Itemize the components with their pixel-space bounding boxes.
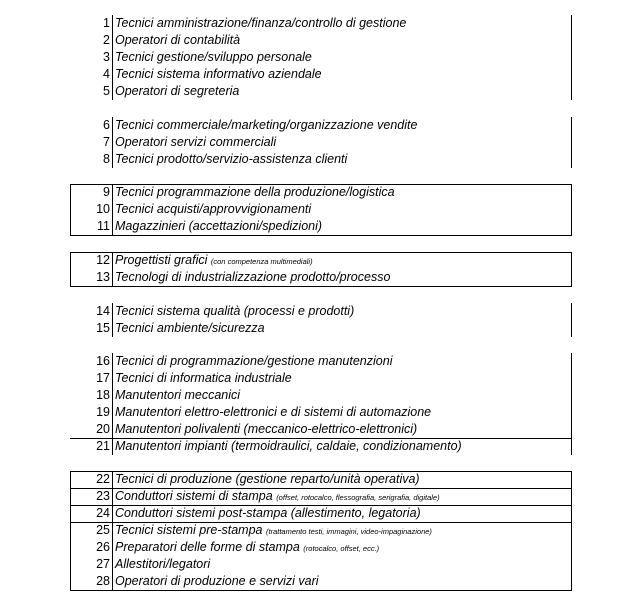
item-label-wrap bbox=[115, 471, 420, 488]
item-label-wrap bbox=[115, 15, 406, 32]
item-number: 28 bbox=[96, 574, 110, 588]
item-label: Tecnici di produzione (gestione reparto/unità operativa) bbox=[115, 472, 420, 486]
item-note: (trattamento testi, immagini, video-impaginazione) bbox=[266, 527, 432, 536]
item-number: 23 bbox=[96, 489, 110, 503]
list-item bbox=[70, 269, 572, 286]
item-label: Manutentori meccanici bbox=[115, 388, 241, 402]
item-label-wrap bbox=[115, 151, 347, 168]
item-label: Manutentori impianti (termoidraulici, caldaie, condizionamento) bbox=[115, 439, 462, 453]
item-label: Tecnici ambiente/sicurezza bbox=[115, 321, 265, 335]
list-item bbox=[70, 438, 572, 455]
list-item bbox=[70, 218, 572, 235]
item-label-wrap bbox=[115, 522, 432, 539]
item-label: Magazzinieri (accettazioni/spedizioni) bbox=[115, 219, 323, 233]
item-number: 16 bbox=[96, 354, 110, 368]
list-item bbox=[70, 370, 572, 387]
item-number: 27 bbox=[96, 557, 110, 571]
list-item bbox=[70, 539, 572, 556]
list-item bbox=[70, 471, 572, 488]
list-item bbox=[70, 488, 572, 505]
list-item bbox=[70, 303, 572, 320]
item-note: (rotocalco, offset, ecc.) bbox=[303, 544, 380, 553]
item-label: Tecnici sistema qualità (processi e prodotti) bbox=[115, 304, 355, 318]
item-label: Tecnologi di industrializzazione prodotto/processo bbox=[115, 270, 391, 284]
item-label: Allestitori/legatori bbox=[115, 557, 211, 571]
item-label-wrap bbox=[115, 573, 319, 590]
item-label: Tecnici acquisti/approvvigionamenti bbox=[115, 202, 312, 216]
item-number: 1 bbox=[103, 16, 110, 30]
list-item bbox=[70, 66, 572, 83]
item-label-wrap bbox=[115, 505, 421, 522]
list-item bbox=[70, 49, 572, 66]
list-item bbox=[70, 353, 572, 370]
item-label-wrap bbox=[115, 134, 276, 151]
item-label-wrap bbox=[115, 421, 417, 438]
list-item bbox=[70, 320, 572, 337]
item-label: Progettisti grafici bbox=[115, 253, 208, 267]
item-label: Tecnici prodotto/servizio-assistenza clienti bbox=[115, 152, 348, 166]
item-label-wrap bbox=[115, 66, 322, 83]
item-label-wrap bbox=[115, 353, 392, 370]
item-label-wrap bbox=[115, 49, 312, 66]
item-label: Tecnici programmazione della produzione/logistica bbox=[115, 185, 395, 199]
item-number: 8 bbox=[103, 152, 110, 166]
item-number: 25 bbox=[96, 523, 110, 537]
item-label: Operatori di produzione e servizi vari bbox=[115, 574, 319, 588]
item-label: Manutentori elettro-elettronici e di sistemi di automazione bbox=[115, 405, 432, 419]
item-number: 15 bbox=[96, 321, 110, 335]
list-item bbox=[70, 404, 572, 421]
item-label: Tecnici commerciale/marketing/organizzazione vendite bbox=[115, 118, 418, 132]
item-number: 9 bbox=[103, 185, 110, 199]
list-item bbox=[70, 15, 572, 32]
list-item bbox=[70, 421, 572, 438]
item-number: 10 bbox=[96, 202, 110, 216]
list-item bbox=[70, 505, 572, 522]
item-label-wrap bbox=[115, 370, 292, 387]
item-number: 3 bbox=[103, 50, 110, 64]
list-item bbox=[70, 83, 572, 100]
item-number: 12 bbox=[96, 253, 110, 267]
item-label-wrap bbox=[115, 387, 240, 404]
list-item bbox=[70, 32, 572, 49]
item-number: 7 bbox=[103, 135, 110, 149]
item-number: 13 bbox=[96, 270, 110, 284]
item-label-wrap bbox=[115, 269, 390, 286]
item-number: 22 bbox=[96, 472, 110, 486]
item-label: Preparatori delle forme di stampa bbox=[115, 540, 300, 554]
list-item bbox=[70, 522, 572, 539]
item-note: (con competenza multimediali) bbox=[210, 257, 313, 266]
item-number: 24 bbox=[96, 506, 110, 520]
item-label-wrap bbox=[115, 404, 431, 421]
box-border bbox=[70, 286, 572, 287]
item-label-wrap bbox=[115, 539, 379, 556]
item-label-wrap bbox=[115, 184, 395, 201]
item-label: Manutentori polivalenti (meccanico-elettrico-elettronici) bbox=[115, 422, 418, 436]
item-number: 5 bbox=[103, 84, 110, 98]
list-item bbox=[70, 117, 572, 134]
item-label-wrap bbox=[115, 488, 440, 505]
item-label: Operatori di segreteria bbox=[115, 84, 240, 98]
item-label-wrap bbox=[115, 252, 313, 269]
item-number: 21 bbox=[96, 439, 110, 453]
item-label: Operatori servizi commerciali bbox=[115, 135, 277, 149]
item-label-wrap bbox=[115, 303, 354, 320]
item-label: Tecnici sistemi pre-stampa bbox=[115, 523, 263, 537]
list-item bbox=[70, 184, 572, 201]
item-number: 20 bbox=[96, 422, 110, 436]
item-number: 2 bbox=[103, 33, 110, 47]
item-label-wrap bbox=[115, 117, 417, 134]
item-label: Tecnici di programmazione/gestione manutenzioni bbox=[115, 354, 393, 368]
item-label: Tecnici sistema informativo aziendale bbox=[115, 67, 322, 81]
list-item bbox=[70, 201, 572, 218]
item-label: Conduttori sistemi post-stampa (allestimento, legatoria) bbox=[115, 506, 421, 520]
item-number: 6 bbox=[103, 118, 110, 132]
box-border bbox=[70, 590, 572, 591]
item-label: Conduttori sistemi di stampa bbox=[115, 489, 273, 503]
item-number: 19 bbox=[96, 405, 110, 419]
list-item bbox=[70, 573, 572, 590]
item-number: 4 bbox=[103, 67, 110, 81]
item-label-wrap bbox=[115, 556, 210, 573]
item-number: 17 bbox=[96, 371, 110, 385]
item-label: Operatori di contabilità bbox=[115, 33, 241, 47]
list-item bbox=[70, 387, 572, 404]
item-label: Tecnici gestione/sviluppo personale bbox=[115, 50, 312, 64]
item-number: 14 bbox=[96, 304, 110, 318]
list-item bbox=[70, 252, 572, 269]
list-item bbox=[70, 556, 572, 573]
list-item bbox=[70, 151, 572, 168]
item-label-wrap bbox=[115, 32, 240, 49]
item-number: 18 bbox=[96, 388, 110, 402]
item-label-wrap bbox=[115, 218, 322, 235]
item-number: 26 bbox=[96, 540, 110, 554]
item-label-wrap bbox=[115, 438, 462, 455]
item-label-wrap bbox=[115, 320, 265, 337]
box-border bbox=[70, 235, 572, 236]
item-label: Tecnici di informatica industriale bbox=[115, 371, 292, 385]
list-item bbox=[70, 134, 572, 151]
item-number: 11 bbox=[97, 219, 110, 233]
item-note: (offset, rotocalco, flessografia, serigrafia, digitale) bbox=[276, 493, 440, 502]
item-label-wrap bbox=[115, 83, 239, 100]
item-label-wrap bbox=[115, 201, 311, 218]
item-label: Tecnici amministrazione/finanza/controllo di gestione bbox=[115, 16, 407, 30]
